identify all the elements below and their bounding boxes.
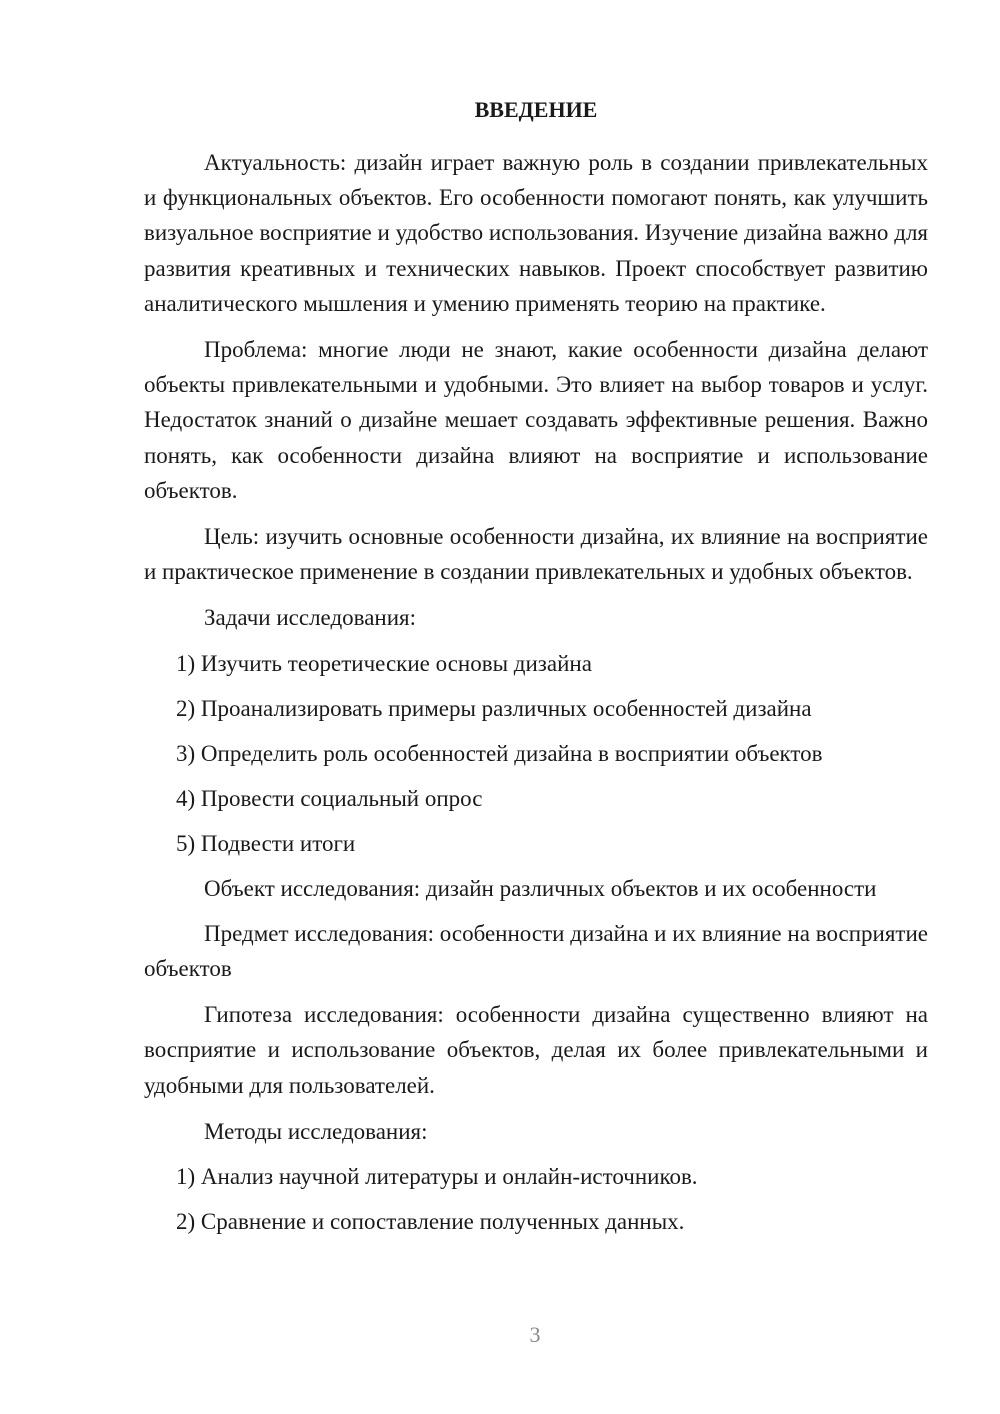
relevance-paragraph: Актуальность: дизайн играет важную роль в создании привлекательных и функциональных объектов. Его особенности помогают понять, как улучшить визуальное восприятие и удобство использования. Изучение дизайна важно для развития креативных и технических навыков. Проект способствует развитию аналитического мышления и умению применять теорию на практике.	[144, 150, 928, 316]
goal-paragraph: Цель: изучить основные особенности дизайна, их влияние на восприятие и практическое применение в создании привлекательных и удобных объектов.	[144, 524, 928, 585]
tasks-heading: Задачи исследования:	[204, 605, 417, 631]
methods-heading: Методы исследования:	[204, 1118, 428, 1144]
object-paragraph: Объект исследования: дизайн различных объектов и их особенности	[204, 875, 877, 901]
subject-paragraph: Предмет исследования: особенности дизайна и их влияние на восприятие объектов	[144, 920, 928, 982]
task-item-3: 3) Определить роль особенностей дизайна в восприятии объектов	[176, 740, 823, 766]
method-item-1: 1) Анализ научной литературы и онлайн-источников.	[176, 1164, 698, 1190]
page-number: 3	[529, 1322, 541, 1347]
task-item-4: 4) Провести социальный опрос	[176, 785, 483, 811]
task-item-2: 2) Проанализировать примеры различных особенностей дизайна	[176, 695, 812, 721]
method-item-2: 2) Сравнение и сопоставление полученных данных.	[176, 1209, 685, 1235]
task-item-5: 5) Подвести итоги	[176, 830, 356, 856]
problem-paragraph: Проблема: многие люди не знают, какие особенности дизайна делают объекты привлекательными и удобными. Это влияет на выбор товаров и услуг. Недостаток знаний о дизайне мешает создавать эффективные решения. Важно понять, как особенности дизайна влияют на восприятие и использование объектов.	[144, 337, 928, 503]
page-title: ВВЕДЕНИЕ	[474, 97, 598, 122]
page-content	[144, 94, 928, 1239]
hypothesis-paragraph: Гипотеза исследования: особенности дизайна существенно влияют на восприятие и использование объектов, делая их более привлекательными и удобными для пользователей.	[144, 1002, 928, 1098]
task-item-1: 1) Изучить теоретические основы дизайна	[176, 650, 592, 676]
